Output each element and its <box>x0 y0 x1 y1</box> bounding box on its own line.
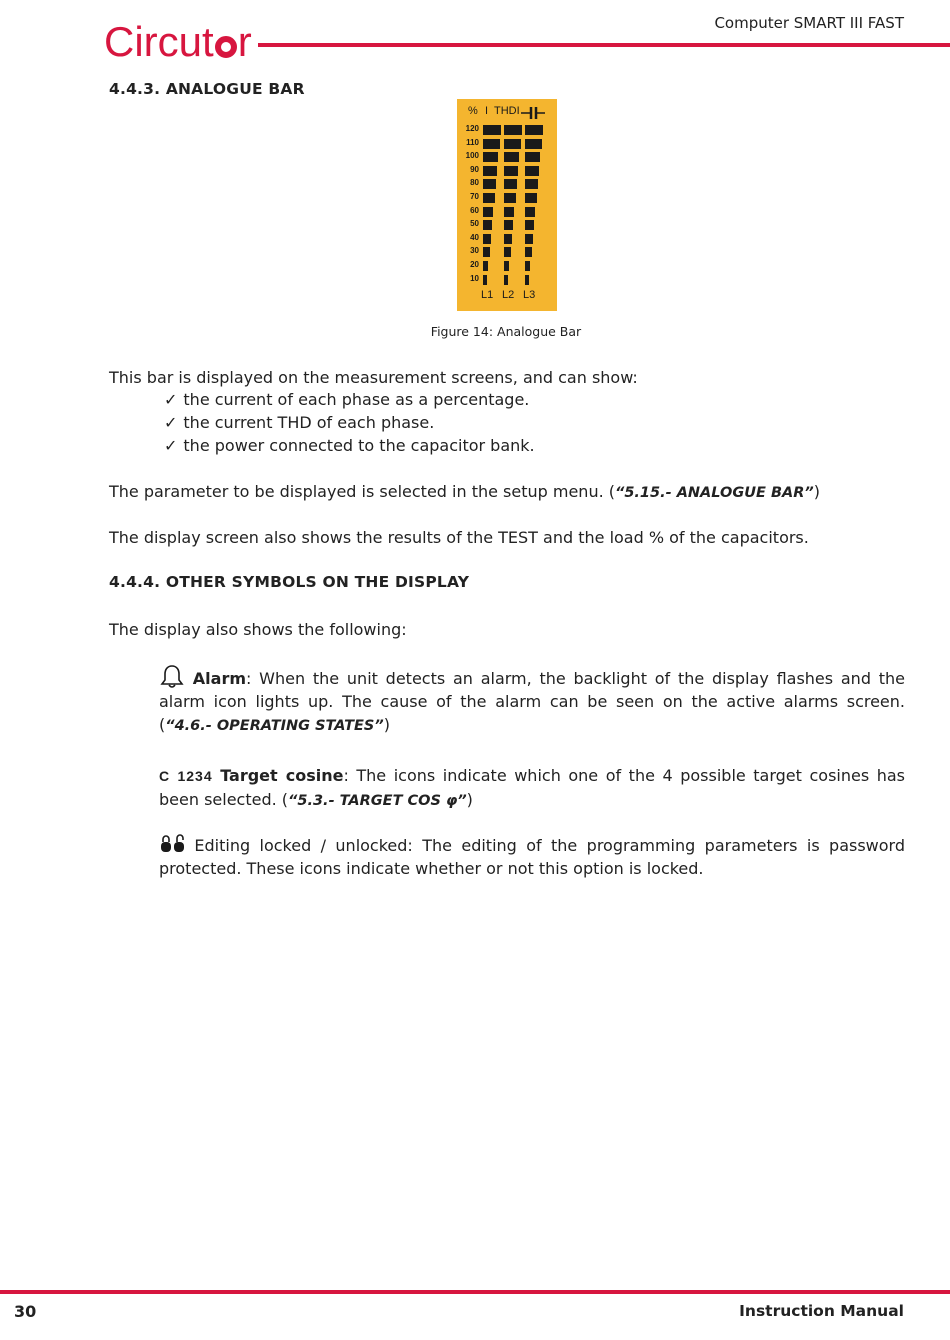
bar-segment-l1 <box>483 179 496 189</box>
bar-segment-l3 <box>525 179 538 189</box>
bar-segment-l3 <box>525 247 532 257</box>
bar-segment-l2 <box>504 247 511 257</box>
bar-segment-l2 <box>504 152 519 162</box>
bar-segment-l3 <box>525 220 534 230</box>
bar-segment-l3 <box>525 275 529 285</box>
footer-rule <box>0 1290 950 1294</box>
bar-segment-l1 <box>483 152 498 162</box>
list-item: ✓ the current of each phase as a percentage. <box>164 388 535 411</box>
analogue-bar-intro: This bar is displayed on the measurement screens, and can show: <box>109 368 638 387</box>
header-rule <box>258 43 950 47</box>
scale-tick-100: 100 <box>465 151 479 161</box>
bar-segment-l3 <box>525 152 540 162</box>
scale-tick-90: 90 <box>470 164 479 174</box>
logo-ring <box>215 36 237 58</box>
bar-segment-l2 <box>504 139 521 149</box>
target-cos-reference[interactable]: “5.3.- TARGET COS φ” <box>288 793 467 809</box>
bar-segment-l3 <box>525 234 533 244</box>
bar-segment-l2 <box>504 261 509 271</box>
bar-segment-l3 <box>525 261 530 271</box>
phase-label-l3: L3 <box>523 289 536 301</box>
scale-tick-10: 10 <box>470 273 479 283</box>
analogue-bar-options <box>164 388 535 457</box>
test-paragraph: The display screen also shows the results of the TEST and the load % of the capacitors. <box>109 528 809 547</box>
alarm-term: Alarm <box>192 669 247 688</box>
editing-lock-paragraph: Editing locked / unlocked: The editing of the programming parameters is password protected. These icons indicate whether or not this option is locked. <box>159 833 905 880</box>
bar-segment-l3 <box>525 139 542 149</box>
section-heading-analogue-bar: 4.4.3. ANALOGUE BAR <box>109 80 305 98</box>
list-item: ✓ the power connected to the capacitor bank. <box>164 434 535 457</box>
percent-label: % <box>468 105 478 117</box>
target-cosine-paragraph: C 1234 Target cosine: The icons indicate which one of the 4 possible target cosines has been selected. (“5.3.- TARGET COS φ”) <box>159 766 906 809</box>
bar-segment-l2 <box>504 207 514 217</box>
setup-paragraph: The parameter to be displayed is selected in the setup menu. (“5.15.- ANALOGUE BAR”) <box>109 482 820 501</box>
section-heading-other-symbols: 4.4.4. OTHER SYMBOLS ON THE DISPLAY <box>109 573 470 591</box>
scale-tick-20: 20 <box>470 260 479 269</box>
bar-segment-l2 <box>504 166 518 176</box>
bar-segment-l1 <box>483 234 491 244</box>
bar-segment-l1 <box>483 125 501 135</box>
other-symbols-intro: The display also shows the following: <box>109 620 407 639</box>
document-title: Computer SMART III FAST <box>714 14 904 32</box>
bar-segment-l1 <box>483 247 490 257</box>
bar-segment-l3 <box>525 125 543 135</box>
bar-segment-l1 <box>483 193 495 203</box>
scale-tick-40: 40 <box>470 232 479 242</box>
bar-segment-l2 <box>504 220 513 230</box>
scale-tick-80: 80 <box>470 178 479 188</box>
bar-segment-l1 <box>483 275 487 285</box>
bar-segment-l2 <box>504 179 517 189</box>
analogue-bar-figure <box>457 99 557 311</box>
capacitor-icon <box>521 106 545 120</box>
phase-label-l1: L1 <box>481 289 494 301</box>
bar-segment-l1 <box>483 261 488 271</box>
bell-icon <box>159 664 185 690</box>
setup-reference[interactable]: “5.15.- ANALOGUE BAR” <box>615 485 814 501</box>
scale-tick-30: 30 <box>470 246 479 256</box>
bar-segment-l2 <box>504 125 522 135</box>
page-number: 30 <box>14 1302 37 1321</box>
scale-tick-120: 120 <box>465 124 479 133</box>
bar-segment-l2 <box>504 275 508 285</box>
circutor-logo: Circut r <box>104 18 252 65</box>
bar-segment-l1 <box>483 166 497 176</box>
phase-label-l2: L2 <box>502 289 515 301</box>
thdi-label: THDI <box>494 105 520 117</box>
bar-segment-l1 <box>483 220 492 230</box>
bar-segment-l2 <box>504 234 512 244</box>
scale-tick-50: 50 <box>470 219 479 229</box>
scale-tick-70: 70 <box>470 192 479 201</box>
scale-tick-60: 60 <box>470 205 479 215</box>
current-label: I <box>485 105 489 117</box>
scale-tick-110: 110 <box>466 137 479 147</box>
bar-segment-l3 <box>525 166 539 176</box>
list-item: ✓ the current THD of each phase. <box>164 411 535 434</box>
bar-segment-l3 <box>525 193 537 203</box>
bar-segment-l3 <box>525 207 535 217</box>
operating-states-reference[interactable]: “4.6.- OPERATING STATES” <box>165 718 384 734</box>
alarm-paragraph: Alarm: When the unit detects an alarm, the backlight of the display flashes and the alarm icon lights up. The cause of the alarm can be seen on the active alarms screen. (“4.6.- OPERATING STATES”) <box>159 664 905 738</box>
bar-segment-l2 <box>504 193 516 203</box>
bar-segment-l1 <box>483 207 493 217</box>
footer-title: Instruction Manual <box>739 1302 904 1320</box>
target-cosine-term: Target cosine <box>220 766 344 785</box>
bar-segment-l1 <box>483 139 500 149</box>
figure-caption: Figure 14: Analogue Bar <box>430 324 582 339</box>
padlock-icon <box>159 833 185 853</box>
cosine-icons: C 1234 <box>159 768 213 784</box>
